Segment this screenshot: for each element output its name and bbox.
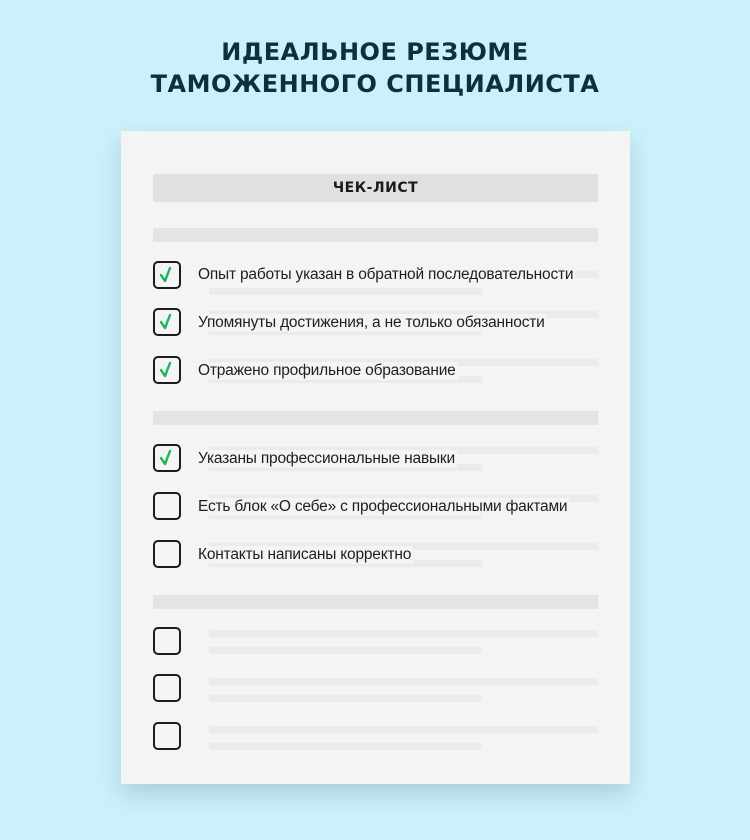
checkbox-unchecked[interactable] — [153, 674, 181, 702]
placeholder-line — [209, 743, 482, 750]
checkbox-checked[interactable] — [153, 308, 181, 336]
checklist-header — [153, 174, 598, 202]
page-title — [0, 36, 750, 100]
checklist-item-label: Отражено профильное образование — [198, 362, 456, 379]
page-title-line-1: ИДЕАЛЬНОЕ РЕЗЮМЕ — [221, 38, 529, 66]
checklist-sheet — [121, 131, 630, 784]
placeholder-line — [209, 647, 482, 654]
checklist-item-label: Есть блок «О себе» с профессиональными фактами — [198, 498, 568, 515]
checklist-item-label: Контакты написаны корректно — [198, 546, 412, 563]
checkbox-checked[interactable] — [153, 261, 181, 289]
checklist-item-label: Упомянуты достижения, а не только обязанности — [198, 314, 545, 331]
section-divider — [153, 228, 598, 242]
checklist-header-text: ЧЕК-ЛИСТ — [332, 180, 419, 196]
checkmark-icon — [159, 449, 175, 467]
page-title-line-2: ТАМОЖЕННОГО СПЕЦИАЛИСТА — [150, 70, 600, 98]
section-divider — [153, 411, 598, 425]
checkmark-icon — [159, 361, 175, 379]
checkmark-icon — [159, 313, 175, 331]
checklist-item-label: Указаны профессиональные навыки — [198, 450, 455, 467]
placeholder-line — [209, 678, 598, 685]
checklist-item-label: Опыт работы указан в обратной последовательности — [198, 266, 574, 283]
placeholder-line — [209, 726, 598, 733]
placeholder-line — [209, 630, 598, 637]
checkbox-unchecked[interactable] — [153, 540, 181, 568]
placeholder-line — [209, 695, 482, 702]
placeholder-line — [209, 288, 482, 295]
section-divider — [153, 595, 598, 609]
checkmark-icon — [159, 266, 175, 284]
checkbox-unchecked[interactable] — [153, 627, 181, 655]
checkbox-checked[interactable] — [153, 356, 181, 384]
checkbox-checked[interactable] — [153, 444, 181, 472]
checkbox-unchecked[interactable] — [153, 722, 181, 750]
checkbox-unchecked[interactable] — [153, 492, 181, 520]
